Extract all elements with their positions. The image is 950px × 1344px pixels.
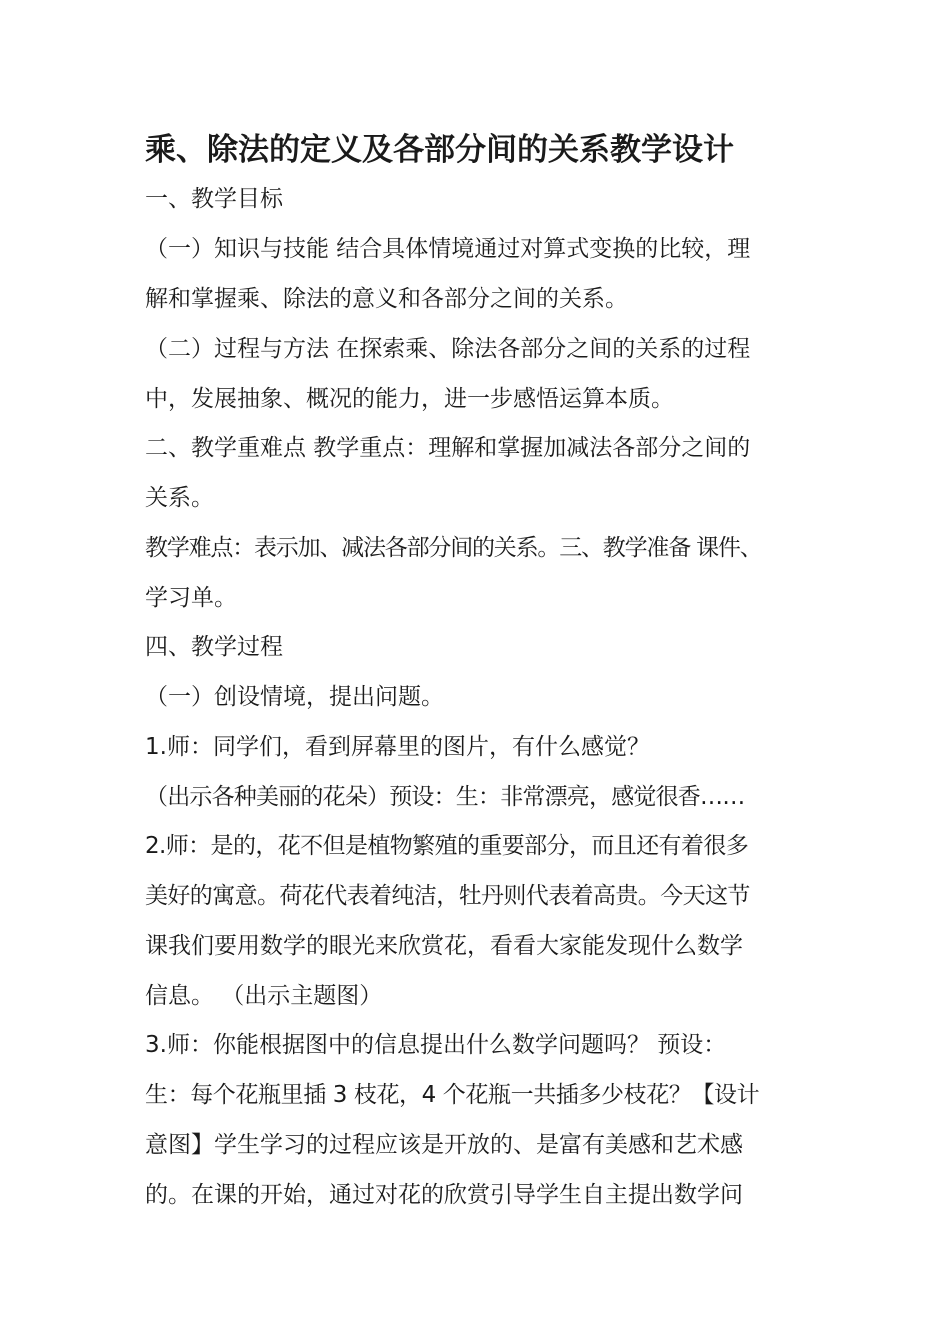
paragraph-line: 生：每个花瓶里插 3 枝花，4 个花瓶一共插多少枝花？【设计	[145, 1082, 760, 1108]
paragraph-line: 学习单。	[145, 585, 237, 611]
paragraph-line: （一）创设情境，提出问题。	[145, 684, 444, 710]
heading-teaching-goals: 一、教学目标	[145, 186, 283, 212]
paragraph-line: 信息。 （出示主题图）	[145, 983, 383, 1009]
document-title: 乘、除法的定义及各部分间的关系教学设计	[145, 132, 734, 168]
paragraph-line: 教学难点：表示加、减法各部分间的关系。三、教学准备 课件、	[145, 535, 762, 561]
paragraph-line: （二）过程与方法 在探索乘、除法各部分之间的关系的过程	[145, 336, 751, 362]
heading-teaching-process: 四、教学过程	[145, 634, 283, 660]
paragraph-line: 美好的寓意。荷花代表着纯洁，牡丹则代表着高贵。今天这节	[145, 883, 750, 909]
paragraph-line: 关系。	[145, 485, 214, 511]
paragraph-line: 意图】学生学习的过程应该是开放的、是富有美感和艺术感	[145, 1132, 743, 1158]
paragraph-line: 2.师：是的，花不但是植物繁殖的重要部分，而且还有着很多	[145, 833, 749, 859]
paragraph-line: 解和掌握乘、除法的意义和各部分之间的关系。	[145, 286, 628, 312]
paragraph-line: 的。在课的开始，通过对花的欣赏引导学生自主提出数学问	[145, 1182, 743, 1208]
paragraph-line: 1.师：同学们，看到屏幕里的图片，有什么感觉？	[145, 734, 650, 760]
paragraph-line: （出示各种美丽的花朵）预设：生：非常漂亮，感觉很香……	[145, 784, 745, 810]
paragraph-line: 3.师：你能根据图中的信息提出什么数学问题吗？ 预设：	[145, 1032, 727, 1058]
heading-key-points: 二、教学重难点 教学重点：理解和掌握加减法各部分之间的	[145, 435, 751, 461]
paragraph-line: 课我们要用数学的眼光来欣赏花，看看大家能发现什么数学	[145, 933, 743, 959]
paragraph-line: （一）知识与技能 结合具体情境通过对算式变换的比较，理	[145, 236, 751, 262]
paragraph-line: 中，发展抽象、概况的能力，进一步感悟运算本质。	[145, 386, 674, 412]
